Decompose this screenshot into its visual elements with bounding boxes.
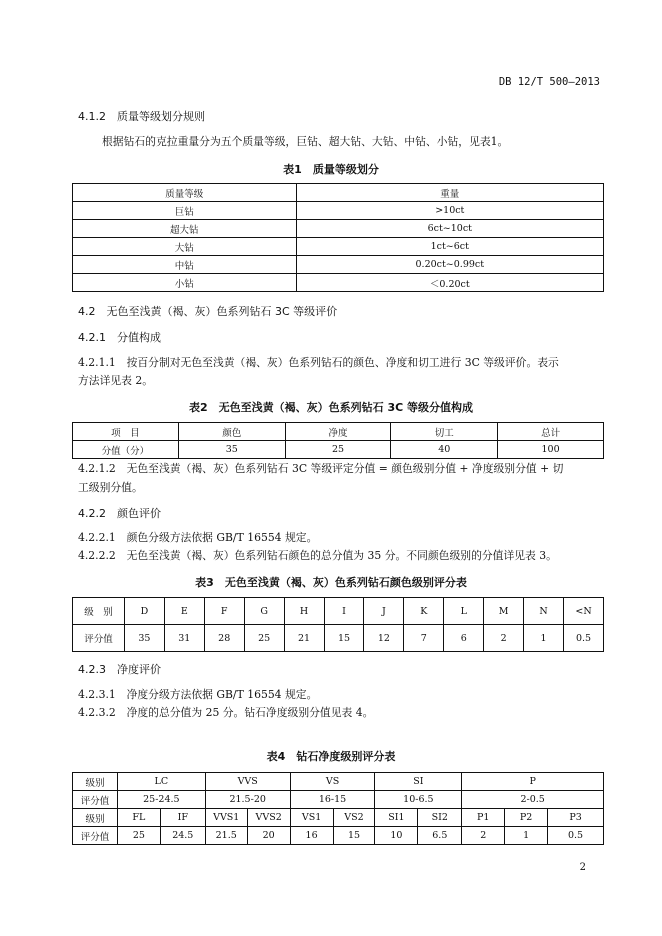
subscore-cell: 16 <box>290 827 333 845</box>
table1-header-cell: 重量 <box>296 184 603 202</box>
table4-group-row <box>73 773 604 791</box>
para-4-1-2: 根据钻石的克拉重量分为五个质量等级，巨钻、超大钻、大钻、中钻、小钻，见表1。 <box>102 135 509 148</box>
table-row <box>73 274 604 292</box>
heading-4-1-2: 4.1.2 质量等级划分规则 <box>78 110 205 123</box>
grade-cell: N <box>524 598 564 625</box>
table2-header-cell: 总计 <box>498 423 604 441</box>
grade-cell: D <box>124 598 164 625</box>
table-cell: 中钻 <box>73 256 297 274</box>
table1-caption: 表1 质量等级划分 <box>283 163 379 176</box>
subgrade-cell: VVS1 <box>205 809 247 827</box>
subgrade-cell: IF <box>160 809 205 827</box>
clarity-range-cell: 16-15 <box>290 791 375 809</box>
subscore-cell: 0.5 <box>548 827 604 845</box>
score-cell: 31 <box>164 625 204 652</box>
subscore-cell: 21.5 <box>205 827 247 845</box>
standard-code: DB 12/T 500—2013 <box>498 76 600 88</box>
table4-row-label: 评分值 <box>73 791 118 809</box>
table-cell: 巨钻 <box>73 202 297 220</box>
clarity-group-cell: VS <box>290 773 375 791</box>
score-cell: 12 <box>364 625 404 652</box>
table-cell: 超大钻 <box>73 220 297 238</box>
subgrade-cell: P3 <box>548 809 604 827</box>
table-cell: 小钻 <box>73 274 297 292</box>
grade-cell: M <box>484 598 524 625</box>
score-cell: 15 <box>324 625 364 652</box>
clarity-group-cell: LC <box>117 773 205 791</box>
grade-cell: F <box>204 598 244 625</box>
heading-4-2-3: 4.2.3 净度评价 <box>78 663 161 676</box>
para-4-2-1-1-line1: 4.2.1.1 按百分制对无色至浅黄（褐、灰）色系列钻石的颜色、净度和切工进行 3C 等级评价。表示 <box>78 356 559 369</box>
subscore-cell: 24.5 <box>160 827 205 845</box>
table4-caption: 表4 钻石净度级别评分表 <box>266 750 396 763</box>
table2-header-cell: 切工 <box>391 423 498 441</box>
para-4-2-3-1: 4.2.3.1 净度分级方法依据 GB/T 16554 规定。 <box>78 688 318 701</box>
table-row <box>73 220 604 238</box>
para-4-2-1-2-line1: 4.2.1.2 无色至浅黄（褐、灰）色系列钻石 3C 等级评定分值 = 颜色级别分值 + 净度级别分值 + 切 <box>78 462 564 475</box>
page-number: 2 <box>579 862 586 873</box>
score-cell: 2 <box>484 625 524 652</box>
grade-cell: H <box>284 598 324 625</box>
table-row <box>73 202 604 220</box>
table-cell: >10ct <box>296 202 603 220</box>
subscore-cell: 2 <box>462 827 505 845</box>
subscore-cell: 15 <box>333 827 375 845</box>
table-row <box>73 238 604 256</box>
subscore-cell: 1 <box>505 827 548 845</box>
grade-cell: K <box>404 598 444 625</box>
subgrade-cell: P1 <box>462 809 505 827</box>
table4-subgrade-row <box>73 809 604 827</box>
table2-header-cell: 颜色 <box>178 423 285 441</box>
subscore-cell: 25 <box>117 827 160 845</box>
table3-caption: 表3 无色至浅黄（褐、灰）色系列钻石颜色级别评分表 <box>195 576 467 589</box>
table-cell: 大钻 <box>73 238 297 256</box>
para-4-2-2-2: 4.2.2.2 无色至浅黄（褐、灰）色系列钻石颜色的总分值为 35 分。不同颜色级别的分值详见表 3。 <box>78 549 557 562</box>
table4-row-label: 级别 <box>73 773 118 791</box>
para-4-2-3-2: 4.2.3.2 净度的总分值为 25 分。钻石净度级别分值见表 4。 <box>78 706 374 719</box>
subgrade-cell: SI1 <box>375 809 418 827</box>
score-cell: 0.5 <box>564 625 604 652</box>
table-cell: 分值（分） <box>73 441 179 459</box>
subgrade-cell: SI2 <box>418 809 462 827</box>
subscore-cell: 20 <box>247 827 290 845</box>
clarity-range-cell: 21.5-20 <box>205 791 290 809</box>
score-cell: 35 <box>124 625 164 652</box>
table-cell: 1ct~6ct <box>296 238 603 256</box>
grade-cell: J <box>364 598 404 625</box>
subscore-cell: 10 <box>375 827 418 845</box>
subgrade-cell: VS2 <box>333 809 375 827</box>
table-cell: 35 <box>178 441 285 459</box>
heading-4-2-1: 4.2.1 分值构成 <box>78 331 161 344</box>
clarity-group-cell: P <box>462 773 604 791</box>
table3-row-label: 级 别 <box>73 598 125 625</box>
score-cell: 1 <box>524 625 564 652</box>
table3-grade-row <box>73 598 604 625</box>
clarity-range-cell: 25-24.5 <box>117 791 205 809</box>
table-cell: 0.20ct~0.99ct <box>296 256 603 274</box>
grade-cell: L <box>444 598 484 625</box>
grade-cell: <N <box>564 598 604 625</box>
table1-quality-grades <box>72 183 604 292</box>
table3-color-grade-scores <box>72 597 604 652</box>
table4-row-label: 级别 <box>73 809 118 827</box>
table1-header-row <box>73 184 604 202</box>
table2-caption: 表2 无色至浅黄（褐、灰）色系列钻石 3C 等级分值构成 <box>188 401 474 414</box>
table-row <box>73 441 604 459</box>
heading-4-2-2: 4.2.2 颜色评价 <box>78 507 161 520</box>
table2-header-cell: 净度 <box>285 423 391 441</box>
score-cell: 21 <box>284 625 324 652</box>
table3-score-row <box>73 625 604 652</box>
table-cell: 6ct~10ct <box>296 220 603 238</box>
subgrade-cell: VVS2 <box>247 809 290 827</box>
table1-header-cell: 质量等级 <box>73 184 297 202</box>
score-cell: 25 <box>244 625 284 652</box>
table4-subscore-row <box>73 827 604 845</box>
subscore-cell: 6.5 <box>418 827 462 845</box>
table-cell: ＜0.20ct <box>296 274 603 292</box>
clarity-range-cell: 10-6.5 <box>375 791 462 809</box>
subgrade-cell: VS1 <box>290 809 333 827</box>
table4-range-row <box>73 791 604 809</box>
table3-row-label: 评分值 <box>73 625 125 652</box>
table2-3c-score-composition <box>72 422 604 459</box>
table4-row-label: 评分值 <box>73 827 118 845</box>
heading-4-2: 4.2 无色至浅黄（褐、灰）色系列钻石 3C 等级评价 <box>78 305 338 318</box>
para-4-2-2-1: 4.2.2.1 颜色分级方法依据 GB/T 16554 规定。 <box>78 531 318 544</box>
score-cell: 6 <box>444 625 484 652</box>
score-cell: 7 <box>404 625 444 652</box>
table-cell: 25 <box>285 441 391 459</box>
table-row <box>73 256 604 274</box>
table2-header-cell: 项 目 <box>73 423 179 441</box>
table2-header-row <box>73 423 604 441</box>
subgrade-cell: P2 <box>505 809 548 827</box>
grade-cell: E <box>164 598 204 625</box>
table4-clarity-grade-scores <box>72 772 604 845</box>
clarity-group-cell: SI <box>375 773 462 791</box>
table-cell: 100 <box>498 441 604 459</box>
clarity-group-cell: VVS <box>205 773 290 791</box>
score-cell: 28 <box>204 625 244 652</box>
grade-cell: I <box>324 598 364 625</box>
para-4-2-1-2-line2: 工级别分值。 <box>78 481 143 494</box>
para-4-2-1-1-line2: 方法详见表 2。 <box>78 374 154 387</box>
table-cell: 40 <box>391 441 498 459</box>
clarity-range-cell: 2-0.5 <box>462 791 604 809</box>
grade-cell: G <box>244 598 284 625</box>
subgrade-cell: FL <box>117 809 160 827</box>
